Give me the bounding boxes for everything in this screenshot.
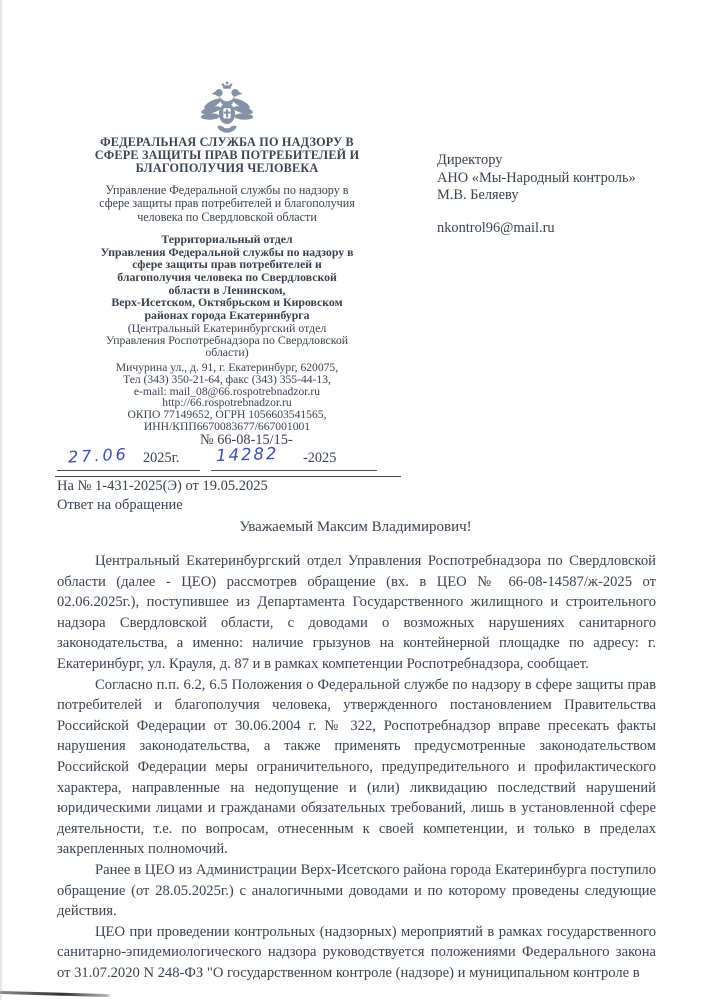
letter-body bbox=[57, 551, 656, 983]
double-headed-eagle-icon bbox=[198, 80, 256, 138]
office-website: http://66.rospotrebnadzor.ru bbox=[162, 396, 292, 410]
agency-name bbox=[52, 136, 402, 175]
outgoing-number-suffix: -2025 bbox=[303, 450, 337, 466]
phone-fax: Тел (343) 350-21-64, факс (343) 355-44-13, bbox=[123, 372, 331, 386]
okpo-ogrn: ОКПО 77149652, ОГРН 1056603541565, bbox=[127, 408, 327, 422]
date-year-printed: 2025г. bbox=[143, 450, 180, 466]
territorial-line: благополучия человека по Свердловской bbox=[117, 270, 337, 285]
salutation: Уважаемый Максим Владимирович! bbox=[239, 519, 472, 535]
addressee-email: nkontrol96@mail.ru bbox=[437, 219, 555, 236]
office-email: e-mail: mail_08@66.rospotrebnadzor.ru bbox=[133, 384, 321, 398]
inn-kpp: ИНН/КПП6670083677/667001001 bbox=[143, 420, 311, 434]
handwritten-date: 27.06 bbox=[67, 444, 130, 467]
number-underline bbox=[211, 470, 377, 471]
coat-of-arms bbox=[52, 80, 402, 138]
body-paragraph: Центральный Екатеринбургский отдел Управления Роспотребнадзора по Свердловской области (далее - ЦЕО) рассмотрев обращение (вх. в ЦЕО № 66-08-14587/ж-2025 от 02.06.2025г.), поступившее из Департамента Государственного жилищного и строительного надзора Свердловской области, с доводами о возможных нарушениях санитарного законодательства, а именно: наличие грызунов на контейнерной площадке по адресу: г. Екатеринбург, ул. Крауля, д. 87 и в рамках компетенции Роспотребнадзора, сообщает. bbox=[57, 553, 656, 672]
central-office-line: области) bbox=[205, 345, 249, 360]
addressee-title: Директору bbox=[437, 152, 503, 168]
agency-name-line: БЛАГОПОЛУЧИЯ ЧЕЛОВЕКА bbox=[135, 160, 319, 175]
body-paragraph: Согласно п.п. 6.2, 6.5 Положения о Федеральной службе по надзору в сфере защиты прав потребителей и благополучия человека, утвержденного постановлением Правительства Российской Федерации от 30.06.2004 г. № 322, Роспотребнадзор вправе пресекать факты нарушения законодательства, а также применять предусмотренные законодательством Российской Федерации меры ограничительного, предупредительного и профилактического характера, направленные на недопущение и (или) ликвидацию последствий нарушений юридическими лицами и гражданами обязательных требований, лишь в установленной сфере деятельности, т.е. по вопросам, отнесенным к своей компетенции, и только в пределах закрепленных полномочий. bbox=[57, 676, 656, 858]
postal-address: Мичурина ул., д. 91, г. Екатеринбург, 620075, bbox=[115, 360, 339, 374]
territorial-office-name bbox=[52, 233, 402, 322]
letter-subject: Ответ на обращение bbox=[57, 497, 183, 513]
agency-name-line: ФЕДЕРАЛЬНАЯ СЛУЖБА ПО НАДЗОРУ В bbox=[100, 135, 354, 149]
addressee-block bbox=[437, 152, 636, 237]
body-paragraph: ЦЕО при проведении контрольных (надзорных) мероприятий в рамках государственного санитарно-эпидемиологического надзора руководствуется положениями Федерального закона от 31.07.2020 N 248-ФЗ "О государственном контроле (надзоре) и муниципальном контроле в bbox=[57, 923, 656, 981]
regional-department-name bbox=[52, 184, 402, 224]
territorial-line: Верх-Исетском, Октябрьском и Кировском bbox=[111, 295, 343, 310]
handwritten-number: 14282 bbox=[215, 443, 279, 466]
central-office-line: Управления Роспотребнадзора по Свердловской bbox=[105, 333, 349, 348]
territorial-line: Управления Федеральной службы по надзору в bbox=[100, 244, 354, 259]
letterhead bbox=[52, 80, 402, 433]
body-paragraph: Ранее в ЦЕО из Администрации Верх-Исетского района города Екатеринбурга поступило обращение (от 28.05.2025г.) с аналогичными доводами и по которому проведены следующие действия. bbox=[57, 861, 656, 920]
addressee-person: М.В. Беляеву bbox=[437, 187, 519, 204]
addressee-organization: АНО «Мы-Народный контроль» bbox=[437, 169, 636, 186]
incoming-reference: На № 1-431-2025(Э) от 19.05.2025 bbox=[57, 478, 268, 494]
central-office-name bbox=[52, 322, 402, 359]
territorial-line: сфере защиты прав потребителей и bbox=[132, 257, 322, 272]
agency-name-line: СФЕРЕ ЗАЩИТЫ ПРАВ ПОТРЕБИТЕЛЕЙ И bbox=[94, 147, 360, 162]
territorial-line: Территориальный отдел bbox=[161, 231, 293, 246]
scan-artifact-line bbox=[0, 991, 112, 997]
territorial-line: районах города Екатеринбурга bbox=[144, 308, 310, 323]
outgoing-number-prefix: № 66-08-15/15- bbox=[200, 432, 293, 448]
territorial-line: области в Ленинском, bbox=[168, 282, 286, 297]
department-line: человека по Свердловской области bbox=[137, 209, 317, 224]
central-office-line: (Центральный Екатеринбургский отдел bbox=[127, 320, 327, 335]
contact-details bbox=[52, 362, 402, 433]
date-underline bbox=[57, 470, 200, 471]
department-line: Управление Федеральной службы по надзору в bbox=[105, 182, 349, 197]
reference-divider-rule bbox=[55, 476, 401, 477]
department-line: сфере защиты прав потребителей и благополучия bbox=[99, 196, 355, 211]
